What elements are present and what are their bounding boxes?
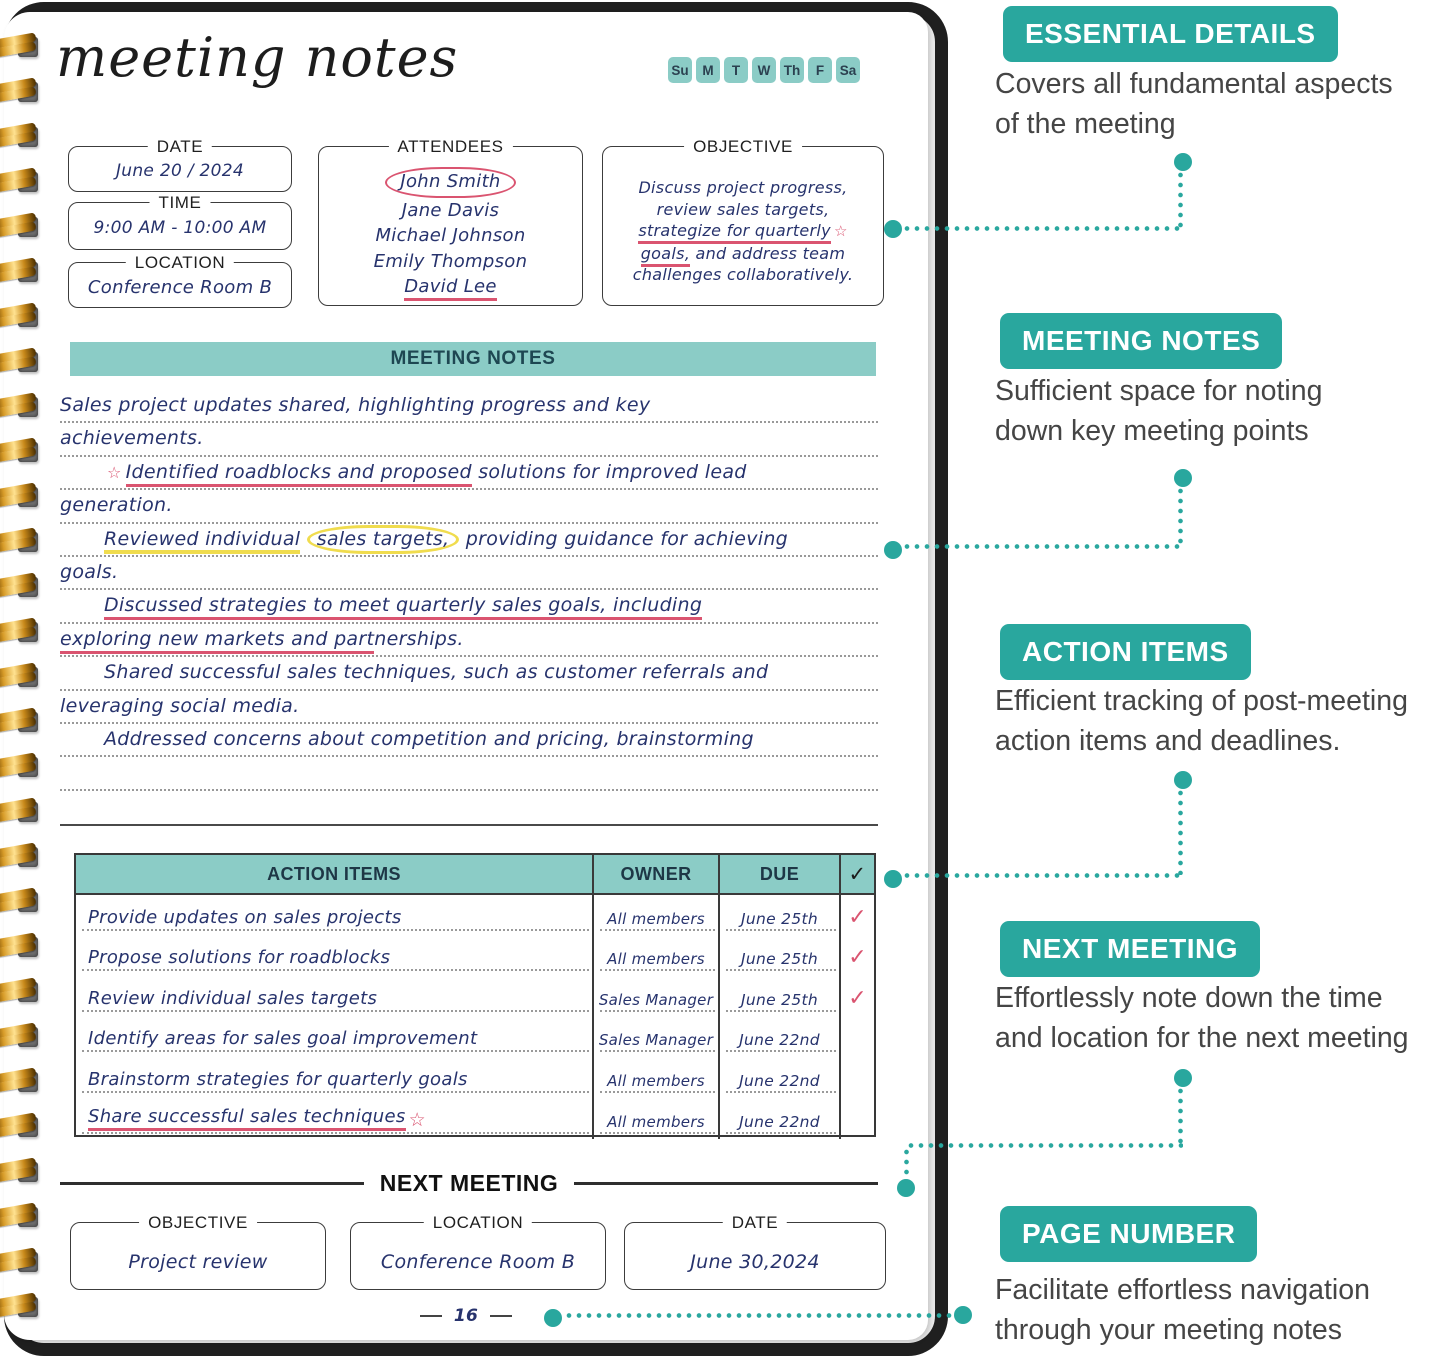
callout-desc-meeting-notes: Sufficient space for noting down key meeting points (995, 375, 1323, 447)
spiral-coil (0, 349, 42, 375)
table-cell-due: June 22nd (718, 1057, 839, 1098)
connector-line (1178, 486, 1183, 546)
connector-line (904, 1147, 909, 1179)
callout-desc-next-meeting: Effortlessly note down the time and location for the next meeting (995, 982, 1409, 1054)
spiral-coil (0, 799, 42, 825)
spiral-coil (0, 214, 42, 240)
page-number-dash (490, 1315, 512, 1318)
spiral-coil (0, 79, 42, 105)
spiral-coil (0, 574, 42, 600)
spiral-coil (0, 664, 42, 690)
next-meeting-location-value: Conference Room B (380, 1251, 576, 1273)
note-line: Sales project updates shared, highlighting progress and key (60, 390, 878, 423)
next-meeting-objective-box (70, 1213, 326, 1290)
time-box (68, 193, 292, 250)
callout-badge-page-number: PAGE NUMBER (1000, 1206, 1257, 1262)
red-underline-annotation: David Lee (404, 276, 497, 301)
callout-badge-next-meeting: NEXT MEETING (1000, 921, 1260, 977)
weekday-selector (668, 57, 860, 83)
table-cell-check: ✓ (839, 936, 874, 977)
spiral-coil (0, 619, 42, 645)
spiral-coil (0, 844, 42, 870)
table-cell-check: ✓ (839, 976, 874, 1017)
spiral-coil (0, 1069, 42, 1095)
attendees-box (318, 137, 583, 306)
table-cell-owner: Sales Manager (592, 976, 718, 1017)
table-cell-owner: All members (592, 1098, 718, 1139)
note-line: Reviewed individual sales targets, providing guidance for achieving (60, 524, 878, 557)
heading-rule (574, 1182, 878, 1185)
note-line: Discussed strategies to meet quarterly sales goals, including (60, 590, 878, 623)
table-cell-due: June 25th (718, 936, 839, 977)
table-cell-check: ✓ (839, 895, 874, 936)
table-cell-due: June 25th (718, 976, 839, 1017)
action-items-table (74, 853, 876, 1137)
callout-badge-action-items: ACTION ITEMS (1000, 624, 1251, 680)
table-cell-item: Provide updates on sales projects (76, 895, 592, 936)
spiral-coil (0, 979, 42, 1005)
spiral-coil (0, 1114, 42, 1140)
spiral-coil (0, 259, 42, 285)
connector-line (564, 1313, 952, 1318)
spiral-coil (0, 889, 42, 915)
objective-line: challenges collaboratively. (632, 265, 854, 284)
weekday-box-sun: Su (668, 57, 692, 83)
attendee-name (319, 167, 582, 198)
spiral-binding (0, 0, 60, 1368)
connector-line (1178, 788, 1183, 875)
callout-desc-essential-details: Covers all fundamental aspects of the meeting (995, 68, 1393, 140)
page-number-dash (420, 1315, 442, 1318)
connector-dot (884, 870, 902, 888)
connector-dot (544, 1309, 562, 1327)
note-line: ☆ Identified roadblocks and proposed solutions for improved lead (60, 457, 878, 490)
objective-line: Discuss project progress, (638, 178, 848, 197)
connector-dot (884, 541, 902, 559)
table-cell-due: June 25th (718, 895, 839, 936)
spiral-coil (0, 169, 42, 195)
callout-desc-page-number: Facilitate effortless navigation through your meeting notes (995, 1274, 1370, 1346)
note-line: generation. (60, 490, 878, 523)
table-cell-item: Share successful sales techniques ☆ (76, 1098, 592, 1139)
table-cell-item: Review individual sales targets (76, 976, 592, 1017)
spiral-coil (0, 124, 42, 150)
attendees-list (319, 147, 582, 300)
note-line (60, 757, 878, 790)
callout-desc-action-items: Efficient tracking of post-meeting action items and deadlines. (995, 685, 1408, 757)
next-meeting-location-box (350, 1213, 606, 1290)
red-circle-annotation: John Smith (385, 167, 515, 198)
objective-box (602, 137, 884, 306)
table-header-check: ✓ (839, 855, 874, 895)
note-line: achievements. (60, 423, 878, 456)
page-number: 16 (4, 1306, 928, 1326)
star-doodle-icon: ☆ (107, 462, 122, 482)
table-header-owner: OWNER (592, 855, 718, 895)
spiral-coil (0, 394, 42, 420)
objective-text (603, 147, 883, 286)
connector-dot (884, 220, 902, 238)
note-line: leveraging social media. (60, 691, 878, 724)
date-label: DATE (148, 137, 212, 157)
next-meeting-heading: NEXT MEETING (60, 1170, 878, 1197)
connector-line (902, 544, 1180, 549)
time-label: TIME (149, 193, 210, 213)
weekday-box-mon: M (696, 57, 720, 83)
time-value: 9:00 AM - 10:00 AM (93, 218, 267, 238)
attendee-name: Emily Thompson (373, 250, 528, 272)
table-cell-owner: Sales Manager (592, 1017, 718, 1058)
connector-line (906, 1143, 1183, 1148)
spiral-coil (0, 709, 42, 735)
star-doodle-icon: ☆ (408, 1108, 426, 1131)
connector-dot (1174, 469, 1192, 487)
table-cell-check (839, 1098, 874, 1139)
yellow-circle-annotation: sales targets, (307, 525, 460, 554)
connector-dot (1174, 1069, 1192, 1087)
spiral-coil (0, 1204, 42, 1230)
table-header-action-items: ACTION ITEMS (76, 855, 592, 895)
connector-line (1178, 1086, 1183, 1145)
connector-line (1178, 170, 1183, 228)
spiral-coil (0, 529, 42, 555)
weekday-box-wed: W (752, 57, 776, 83)
section-divider (60, 824, 878, 826)
spiral-coil (0, 484, 42, 510)
spiral-coil (0, 934, 42, 960)
date-value: June 20 / 2024 (115, 161, 245, 181)
spiral-coil (0, 34, 42, 60)
table-cell-owner: All members (592, 936, 718, 977)
spiral-coil (0, 304, 42, 330)
table-cell-check (839, 1017, 874, 1058)
next-meeting-location-label: LOCATION (424, 1213, 532, 1233)
next-meeting-date-value: June 30,2024 (690, 1251, 820, 1273)
table-cell-owner: All members (592, 895, 718, 936)
spiral-coil (0, 1294, 42, 1320)
weekday-box-tue: T (724, 57, 748, 83)
connector-dot (897, 1179, 915, 1197)
notebook-page (4, 12, 928, 1340)
location-label: LOCATION (126, 253, 234, 273)
table-cell-item: Propose solutions for roadblocks (76, 936, 592, 977)
connector-line (902, 226, 1180, 231)
note-line: Addressed concerns about competition and pricing, brainstorming (60, 724, 878, 757)
objective-line: review sales targets, (656, 199, 830, 219)
next-meeting-date-label: DATE (723, 1213, 787, 1233)
table-cell-due: June 22nd (718, 1017, 839, 1058)
note-line: exploring new markets and partnerships. (60, 624, 878, 657)
objective-label: OBJECTIVE (684, 137, 802, 157)
attendees-label: ATTENDEES (388, 137, 512, 157)
next-meeting-date-box (624, 1213, 886, 1290)
weekday-box-fri: F (808, 57, 832, 83)
location-value: Conference Room B (87, 277, 273, 298)
weekday-box-sat: Sa (836, 57, 860, 83)
objective-line: goals, and address team (609, 243, 877, 265)
objective-line: strategize for quarterly ☆ (609, 220, 877, 243)
attendee-name (319, 274, 582, 300)
connector-dot (1174, 153, 1192, 171)
table-cell-item: Brainstorm strategies for quarterly goals (76, 1057, 592, 1098)
attendee-name: Michael Johnson (375, 225, 526, 246)
page-title: meeting notes (56, 26, 459, 89)
table-cell-item: Identify areas for sales goal improvement (76, 1017, 592, 1058)
meeting-notes-header: MEETING NOTES (70, 342, 876, 376)
heading-rule (60, 1182, 364, 1185)
table-cell-check (839, 1057, 874, 1098)
date-box (68, 137, 292, 192)
connector-dot (1174, 771, 1192, 789)
location-box (68, 253, 292, 308)
note-line: Shared successful sales techniques, such as customer referrals and (60, 657, 878, 690)
spiral-coil (0, 1024, 42, 1050)
note-line: goals. (60, 557, 878, 590)
attendee-name: Jane Davis (401, 199, 500, 221)
table-header-due: DUE (718, 855, 839, 895)
connector-line (902, 873, 1180, 878)
table-cell-owner: All members (592, 1057, 718, 1098)
next-meeting-objective-value: Project review (128, 1251, 268, 1273)
connector-dot (954, 1306, 972, 1324)
spiral-coil (0, 1159, 42, 1185)
table-cell-due: June 22nd (718, 1098, 839, 1139)
spiral-coil (0, 1249, 42, 1275)
weekday-box-thu: Th (780, 57, 804, 83)
meeting-notes-area (60, 390, 878, 791)
callout-badge-meeting-notes: MEETING NOTES (1000, 313, 1282, 369)
spiral-coil (0, 439, 42, 465)
star-doodle-icon: ☆ (833, 222, 848, 240)
next-meeting-objective-label: OBJECTIVE (139, 1213, 257, 1233)
callout-badge-essential-details: ESSENTIAL DETAILS (1003, 6, 1338, 62)
spiral-coil (0, 754, 42, 780)
